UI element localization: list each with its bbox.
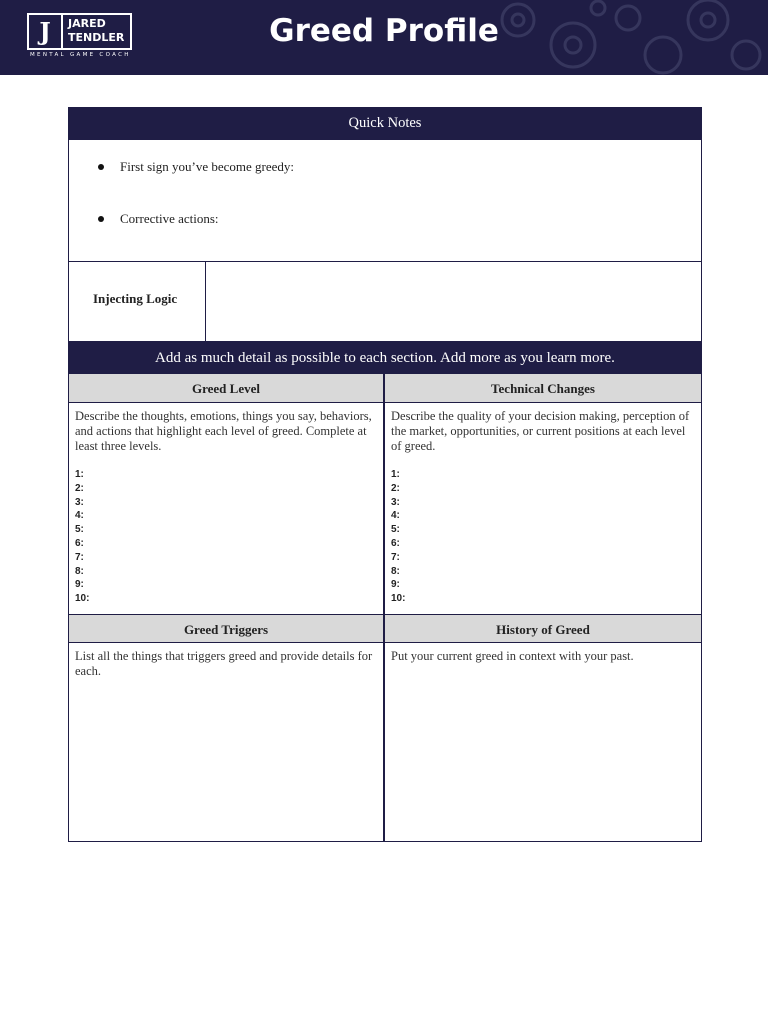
- history-of-greed-field[interactable]: [385, 643, 701, 840]
- note-corrective-actions: [98, 211, 219, 227]
- level-item: 9:: [75, 579, 84, 591]
- level-item: 5:: [391, 524, 400, 536]
- bullet-icon: [98, 164, 104, 170]
- greed-triggers-field[interactable]: [69, 643, 383, 840]
- level-item: 1:: [391, 469, 400, 480]
- technical-changes-column: [385, 374, 701, 614]
- detail-banner: Add as much detail as possible to each section. Add more as you learn more.: [69, 342, 701, 374]
- quick-notes-section[interactable]: [69, 139, 701, 262]
- level-item: 4:: [75, 510, 84, 522]
- page-title: Greed Profile: [269, 13, 499, 49]
- logo-line-1: JARED: [68, 17, 106, 30]
- history-of-greed-column: [385, 614, 701, 841]
- greed-triggers-column: [69, 614, 385, 841]
- greed-level-column: [69, 374, 385, 614]
- technical-changes-list: [391, 468, 695, 606]
- logo-line-2: TENDLER: [68, 31, 125, 44]
- greed-triggers-description: List all the things that triggers greed and provide details for each.: [75, 649, 373, 678]
- level-item: 1:: [75, 469, 84, 480]
- technical-changes-description: Describe the quality of your decision making, perception of the market, opportunities, or current positions at each level of greed.: [391, 409, 690, 453]
- level-item: 8:: [75, 565, 84, 577]
- bullet-icon: [98, 216, 104, 222]
- injecting-logic-label: Injecting Logic: [69, 262, 206, 341]
- level-item: 4:: [391, 510, 400, 522]
- technical-changes-field[interactable]: [385, 403, 701, 614]
- injecting-logic-field[interactable]: [206, 262, 701, 341]
- greed-level-field[interactable]: [69, 403, 383, 614]
- note-label: Corrective actions:: [120, 211, 219, 226]
- history-of-greed-header: History of Greed: [385, 614, 701, 643]
- level-item: 3:: [75, 496, 84, 508]
- level-item: 2:: [391, 482, 400, 494]
- logo-mark: J: [29, 15, 63, 48]
- level-item: 10:: [75, 593, 90, 605]
- greed-profile-worksheet: [68, 107, 702, 842]
- grid-row-levels: [69, 374, 701, 614]
- greed-level-header: Greed Level: [69, 374, 383, 403]
- level-item: 9:: [391, 579, 400, 591]
- level-item: 7:: [75, 551, 84, 563]
- level-item: 6:: [391, 537, 400, 549]
- injecting-logic-row: [69, 262, 701, 342]
- level-item: 5:: [75, 524, 84, 536]
- history-of-greed-description: Put your current greed in context with your past.: [391, 649, 634, 663]
- quick-notes-title: Quick Notes: [69, 108, 701, 139]
- greed-triggers-header: Greed Triggers: [69, 614, 383, 643]
- greed-level-list: [75, 468, 377, 606]
- logo-tagline: MENTAL GAME COACH: [30, 52, 131, 58]
- grid-row-triggers: [69, 614, 701, 841]
- level-item: 10:: [391, 593, 406, 605]
- level-item: 6:: [75, 537, 84, 549]
- page-header: [0, 0, 768, 75]
- level-item: 7:: [391, 551, 400, 563]
- note-first-sign: [98, 159, 294, 175]
- greed-level-description: Describe the thoughts, emotions, things you say, behaviors, and actions that highlight each level of greed. Complete at least three levels.: [75, 409, 372, 453]
- level-item: 2:: [75, 482, 84, 494]
- level-item: 8:: [391, 565, 400, 577]
- technical-changes-header: Technical Changes: [385, 374, 701, 403]
- level-item: 3:: [391, 496, 400, 508]
- note-label: First sign you’ve become greedy:: [120, 159, 295, 174]
